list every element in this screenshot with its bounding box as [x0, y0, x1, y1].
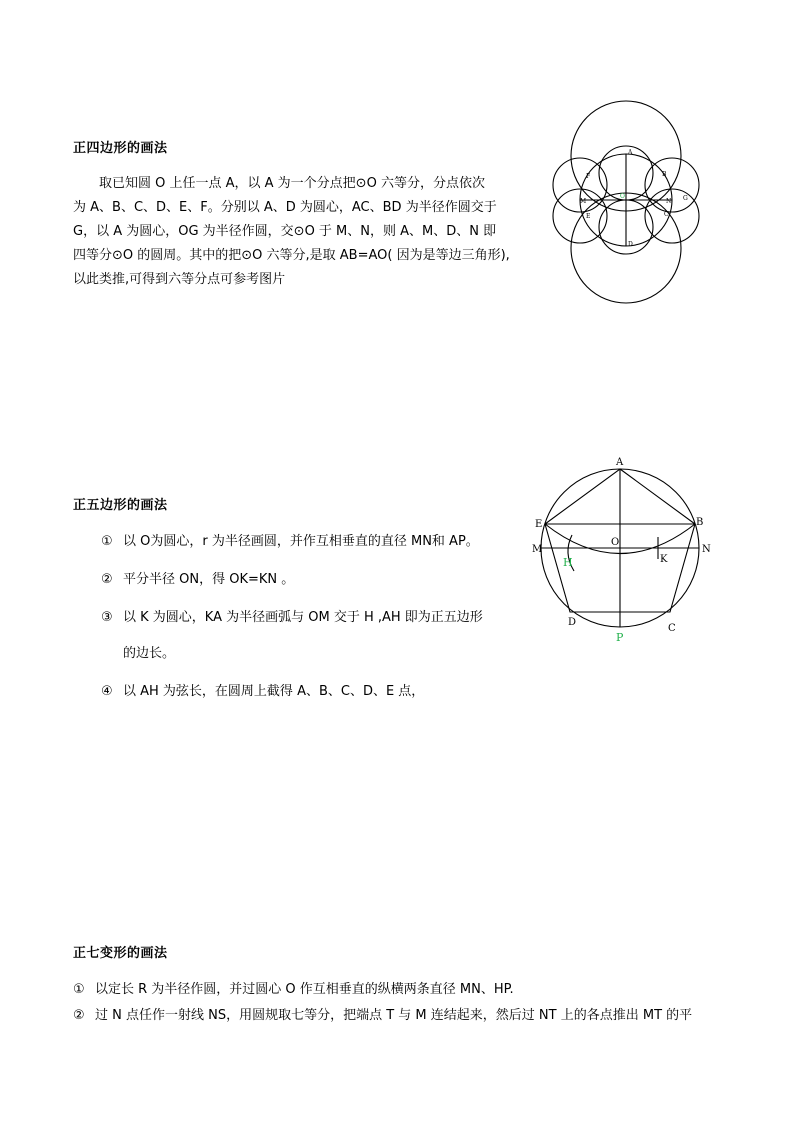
hexagon-construction-figure	[540, 100, 710, 305]
section2-step	[101, 568, 294, 587]
section3-step	[73, 978, 514, 997]
label-f: F	[586, 173, 591, 180]
label-a: A	[616, 457, 624, 468]
label-o: O	[620, 193, 625, 200]
step-text: 以 O为圆心，r 为半径画圆，并作互相垂直的直径 MN和 AP。	[123, 534, 479, 549]
step-text: 过 N 点任作一射线 NS，用圆规取七等分，把端点 T 与 M 连结起来，然后过 NT 上的各点推出 MT 的平	[95, 1008, 693, 1023]
section1-line: 四等分⊙O 的圆周。其中的把⊙O 六等分,是取 AB=AO( 因为是等边三角形),	[73, 248, 510, 263]
step-text: 的边长。	[123, 646, 176, 661]
label-c: C	[664, 211, 669, 218]
section2-step	[101, 606, 483, 625]
label-m: M	[532, 544, 543, 555]
label-p: P	[616, 631, 624, 644]
step-number: ①	[101, 534, 113, 549]
label-g: G	[683, 195, 688, 202]
section3-title: 正七变形的画法	[73, 946, 168, 961]
pentagon-construction-figure	[530, 455, 720, 650]
step-number: ①	[73, 982, 85, 997]
section2-step	[101, 530, 479, 549]
label-o: O	[611, 537, 620, 548]
section1-title: 正四边形的画法	[73, 141, 168, 156]
label-e: E	[535, 519, 543, 530]
section1-line: 取已知圆 O 上任一点 A，以 A 为一个分点把⊙O 六等分，分点依次	[99, 176, 485, 191]
label-k: K	[660, 554, 668, 565]
label-a: A	[628, 149, 633, 156]
label-d: D	[628, 241, 633, 248]
step-text: 以 AH 为弦长，在圆周上截得 A、B、C、D、E 点，	[123, 684, 425, 699]
label-m: M	[580, 198, 587, 205]
label-b: B	[662, 171, 667, 178]
section1-line: 以此类推,可得到六等分点可参考图片	[73, 272, 286, 287]
step-text: 以 K 为圆心，KA 为半径画弧与 OM 交于 H ,AH 即为正五边形	[123, 610, 483, 625]
label-d: D	[568, 617, 577, 628]
label-n: N	[702, 544, 711, 555]
section1-line: 为 A、B、C、D、E、F。分别以 A、D 为圆心，AC、BD 为半径作圆交于	[73, 200, 497, 215]
section1-paragraph	[73, 172, 533, 292]
label-b: B	[696, 517, 704, 528]
label-e: E	[586, 213, 591, 220]
step-number: ②	[101, 572, 113, 587]
section2-title: 正五边形的画法	[73, 498, 168, 513]
step-number: ②	[73, 1008, 85, 1023]
section3-step	[73, 1004, 692, 1023]
section2-step-continuation	[101, 642, 175, 661]
label-n: N	[666, 198, 672, 205]
label-h: H	[563, 556, 573, 569]
section2-step	[101, 680, 424, 699]
step-number: ④	[101, 684, 113, 699]
step-text: 平分半径 ON，得 OK=KN 。	[123, 572, 295, 587]
section1-line: G，以 A 为圆心，OG 为半径作圆，交⊙O 于 M、N，则 A、M、D、N 即	[73, 224, 497, 239]
step-text: 以定长 R 为半径作圆，并过圆心 O 作互相垂直的纵横两条直径 MN、HP.	[95, 982, 514, 997]
step-number: ③	[101, 610, 113, 625]
label-c: C	[668, 623, 676, 634]
